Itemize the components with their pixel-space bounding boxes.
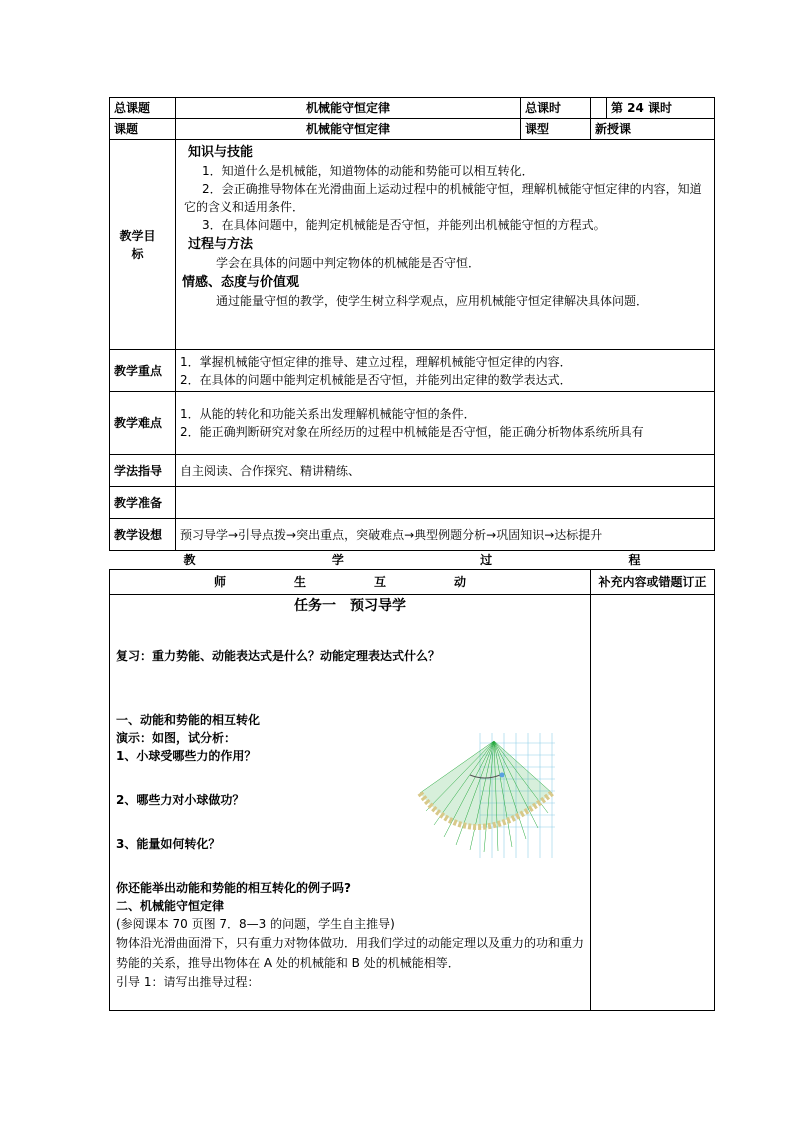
emotion-title: 情感、态度与价值观 xyxy=(182,275,300,290)
nail-icon xyxy=(500,773,505,778)
knowledge-1: 1．知道什么是机械能，知道物体的动能和势能可以相互转化． xyxy=(202,164,534,178)
topic-value: 机械能守恒定律 xyxy=(176,119,521,140)
question-2: 2、哪些力对小球做功？ xyxy=(116,793,245,807)
key-points-label: 教学重点 xyxy=(110,350,176,392)
question-1: 1、小球受哪些力的作用？ xyxy=(116,749,257,763)
pendulum-figure xyxy=(410,733,555,858)
derivation-body: 物体沿光滑曲面滑下，只有重力对物体做功．用我们学过的动能定理以及重力的功和重力势能的关系，推导出物体在 A 处的机械能和 B 处的机械能相等． xyxy=(116,936,585,970)
process-char-2: 学 xyxy=(331,553,344,567)
key-point-1: 1．掌握机械能守恒定律的推导、建立过程，理解机械能守恒定律的内容． xyxy=(180,354,572,369)
swing-area xyxy=(420,741,552,826)
task-title: 任务一 预习导学 xyxy=(294,598,406,614)
design-label: 教学设想 xyxy=(110,519,176,551)
prep-label: 教学准备 xyxy=(110,487,176,519)
topic-label: 课题 xyxy=(110,119,176,140)
lesson-table xyxy=(109,97,715,1011)
process-char-4: 程 xyxy=(628,553,641,567)
total-hours-label: 总课时 xyxy=(521,98,591,119)
method-label: 学法指导 xyxy=(110,455,176,487)
type-value: 新授课 xyxy=(591,119,715,140)
difficulties-label: 教学难点 xyxy=(110,392,176,455)
interaction-char-2: 生 xyxy=(293,575,306,589)
section-1-title: 一、动能和势能的相互转化 xyxy=(116,713,261,727)
prep-text xyxy=(176,487,715,519)
interaction-char-1: 师 xyxy=(214,575,227,589)
total-topic-label: 总课题 xyxy=(110,98,176,119)
type-label: 课型 xyxy=(521,119,591,140)
question-3: 3、能量如何转化？ xyxy=(116,837,221,851)
supplement-header: 补充内容或错题订正 xyxy=(591,570,715,595)
method-text: 自主阅读、合作探究、精讲精练、 xyxy=(176,455,715,487)
difficulty-2: 2．能正确判断研究对象在所经历的过程中机械能是否守恒，能正确分析物体系统所具有 xyxy=(180,425,644,439)
reference-note: (参阅课本 70 页图 7．8—3 的问题，学生自主推导) xyxy=(116,917,395,931)
task-cell xyxy=(110,595,591,1011)
interaction-char-3: 互 xyxy=(373,575,386,589)
process-char-3: 过 xyxy=(480,553,493,567)
knowledge-3: 3．在具体问题中，能判定机械能是否守恒，并能列出机械能守恒的方程式。 xyxy=(202,218,606,232)
lesson-plan xyxy=(109,97,714,1011)
process-char-1: 教 xyxy=(183,553,196,567)
difficulty-1: 1．从能的转化和功能关系出发理解机械能守恒的条件． xyxy=(180,407,476,421)
emotion-1: 通过能量守恒的教学，使学生树立科学观点，应用机械能守恒定律解决具体问题． xyxy=(216,294,649,308)
demo-text: 演示：如图，试分析： xyxy=(116,731,237,745)
knowledge-title: 知识与技能 xyxy=(188,145,254,160)
question-4: 你还能举出动能和势能的相互转化的例子吗? xyxy=(116,881,351,895)
process-header xyxy=(110,551,715,570)
review-question: 复习：重力势能、动能表达式是什么？动能定理表达式什么？ xyxy=(116,649,441,663)
objectives-label: 教学目标 xyxy=(110,140,176,350)
key-point-2: 2．在具体的问题中能判定机械能是否守恒，并能列出定律的数学表达式． xyxy=(180,372,572,387)
section-2-title: 二、机械能守恒定律 xyxy=(116,899,225,913)
guide-1: 引导 1：请写出推导过程： xyxy=(116,975,260,989)
knowledge-2: 2．会正确推导物体在光滑曲面上运动过程中的机械能守恒，理解机械能守恒定律的内容，知道它的含义和适用条件． xyxy=(184,182,702,214)
lesson-number: 第 24 课时 xyxy=(607,98,715,119)
design-text: 预习导学→引导点拨→突出重点，突破难点→典型例题分析→巩固知识→达标提升 xyxy=(176,519,715,551)
process-method-title: 过程与方法 xyxy=(188,237,254,252)
interaction-header xyxy=(110,570,591,595)
process-method-1: 学会在具体的问题中判定物体的机械能是否守恒． xyxy=(216,256,481,270)
supplement-cell xyxy=(591,595,715,1011)
interaction-char-4: 动 xyxy=(453,575,466,589)
total-topic-value: 机械能守恒定律 xyxy=(176,98,521,119)
total-hours-blank xyxy=(591,98,607,119)
